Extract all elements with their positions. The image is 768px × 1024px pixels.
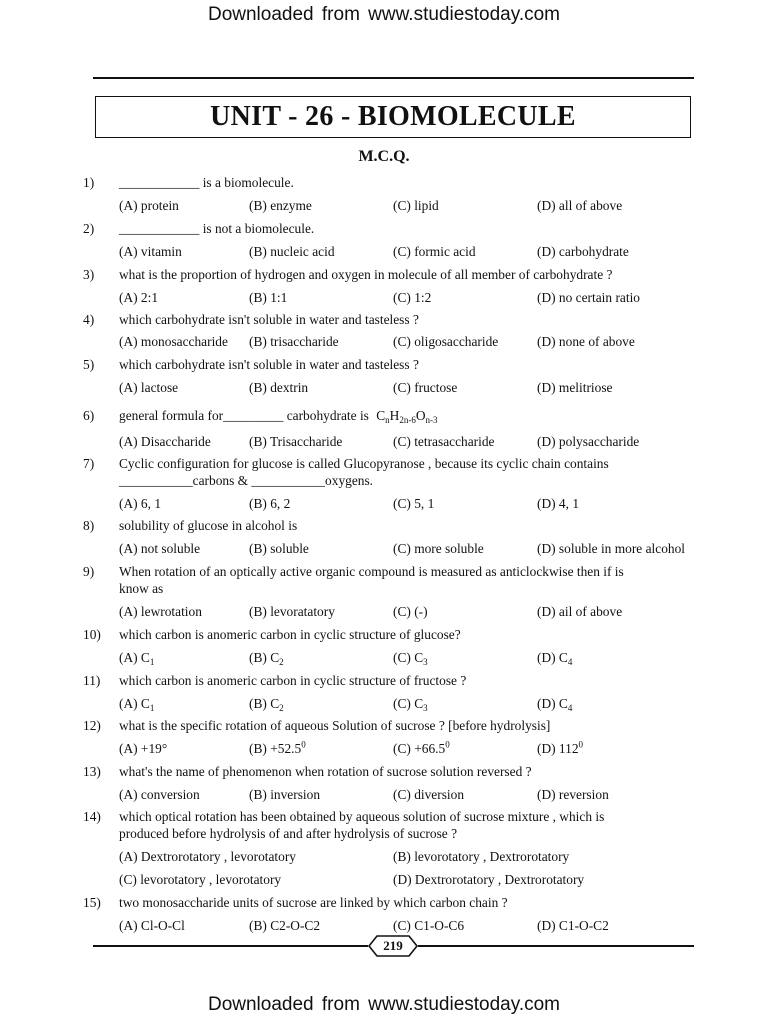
question-text-line-2: ___________carbons & ___________oxygens. bbox=[119, 473, 374, 488]
footer-rule-left bbox=[93, 945, 368, 947]
option-b: (B) inversion bbox=[249, 787, 321, 802]
option-d: (D) all of above bbox=[537, 198, 623, 213]
question-number: 7) bbox=[83, 456, 95, 471]
question-11-options bbox=[0, 695, 768, 713]
question-text: ____________ is not a biomolecule. bbox=[119, 221, 315, 236]
option-d: (D) no certain ratio bbox=[537, 290, 640, 305]
question-number: 4) bbox=[83, 312, 95, 327]
option-b: (B) $C_2$ bbox=[249, 696, 284, 713]
option-b: (B) levoratatory bbox=[249, 604, 335, 619]
question-5-options bbox=[0, 379, 768, 397]
option-c: (C) formic acid bbox=[393, 244, 476, 259]
question-number: 15) bbox=[83, 895, 101, 910]
option-b: (B) 1:1 bbox=[249, 290, 288, 305]
option-d: (D) C1-O-C2 bbox=[537, 918, 609, 933]
option-a: (A) $C_1$ bbox=[119, 650, 155, 667]
question-text bbox=[119, 808, 711, 842]
question-text: which carbon is anomeric carbon in cyclic structure of fructose ? bbox=[119, 673, 467, 688]
question-text-line-1: When rotation of an optically active organic compound is measured as anticlockwise then if is bbox=[119, 564, 624, 579]
question-text: what is the specific rotation of aqueous Solution of sucrose ? [before hydrolysis] bbox=[119, 718, 551, 733]
option-a: (A) Disaccharide bbox=[119, 434, 211, 449]
option-b: $(B) +52.5^0$ bbox=[249, 739, 306, 756]
page-number-badge bbox=[368, 935, 418, 957]
question-text-line-1: Cyclic configuration for glucose is called Glucopyranose , because its cyclic chain contains bbox=[119, 456, 609, 471]
question-9-options bbox=[0, 603, 768, 621]
question-7-options bbox=[0, 495, 768, 513]
question-12-options bbox=[0, 740, 768, 758]
option-a: (A) lactose bbox=[119, 380, 179, 395]
question-4-options bbox=[0, 333, 768, 351]
download-banner-bottom: Downloaded from www.studiestoday.com bbox=[207, 994, 561, 1015]
question-text: which carbohydrate isn't soluble in water and tasteless ? bbox=[119, 312, 419, 327]
question-2-options bbox=[0, 243, 768, 261]
question-number: 1) bbox=[83, 175, 95, 190]
question-text: which carbon is anomeric carbon in cyclic structure of glucose? bbox=[119, 627, 461, 642]
question-number: 2) bbox=[83, 221, 95, 236]
question-number: 5) bbox=[83, 357, 95, 372]
question-text bbox=[119, 455, 711, 489]
question-number: 3) bbox=[83, 267, 95, 282]
option-c: (C) 5, 1 bbox=[393, 496, 435, 511]
option-d: (D) soluble in more alcohol bbox=[537, 541, 686, 556]
option-a: (A) vitamin bbox=[119, 244, 182, 259]
option-b: (B) levorotatory , Dextrorotatory bbox=[393, 849, 570, 864]
footer-rule-right bbox=[418, 945, 694, 947]
option-c: (C) tetrasaccharide bbox=[393, 434, 495, 449]
option-c: (C) more soluble bbox=[393, 541, 484, 556]
question-text: ____________ is a biomolecule. bbox=[119, 175, 294, 190]
option-c: (C) $C_3$ bbox=[393, 650, 428, 667]
option-d: (D) melitriose bbox=[537, 380, 613, 395]
question-3-options bbox=[0, 289, 768, 307]
question-text: what is the proportion of hydrogen and oxygen in molecule of all member of carbohydrate ? bbox=[119, 267, 613, 282]
option-d: (D) none of above bbox=[537, 334, 635, 349]
option-a: (A) not soluble bbox=[119, 541, 201, 556]
option-b: (B) C2-O-C2 bbox=[249, 918, 321, 933]
question-text: two monosaccharide units of sucrose are linked by which carbon chain ? bbox=[119, 895, 508, 910]
question-number: 9) bbox=[83, 564, 95, 579]
option-a: (A) monosaccharide bbox=[119, 334, 228, 349]
question-text: what's the name of phenomenon when rotation of sucrose solution reversed ? bbox=[119, 764, 532, 779]
page-number: 219 bbox=[383, 938, 403, 953]
option-d: (D) ail of above bbox=[537, 604, 623, 619]
option-d: (D) $112^0$ bbox=[537, 739, 584, 756]
question-14-options-row-1 bbox=[0, 848, 768, 866]
option-b: (B) Trisaccharide bbox=[249, 434, 343, 449]
option-a: (A) 6, 1 bbox=[119, 496, 162, 511]
option-c: (C) lipid bbox=[393, 198, 439, 213]
question-6-options bbox=[0, 433, 768, 451]
question-number: 6) bbox=[83, 408, 95, 423]
option-a: (A) conversion bbox=[119, 787, 200, 802]
option-c: (C) C1-O-C6 bbox=[393, 918, 465, 933]
option-a: (A) $C_1$ bbox=[119, 696, 155, 713]
option-b: (B) $C_2$ bbox=[249, 650, 284, 667]
option-c: (C) $C_3$ bbox=[393, 696, 428, 713]
question-8-options bbox=[0, 540, 768, 558]
option-b: (B) enzyme bbox=[249, 198, 312, 213]
question-13-options bbox=[0, 786, 768, 804]
question-text bbox=[119, 407, 711, 424]
option-c: (C) oligosaccharide bbox=[393, 334, 499, 349]
question-1-options bbox=[0, 197, 768, 215]
option-b: (B) dextrin bbox=[249, 380, 309, 395]
question-number: 12) bbox=[83, 718, 101, 733]
option-a: (A) protein bbox=[119, 198, 179, 213]
option-d: (D) 4, 1 bbox=[537, 496, 580, 511]
question-number: 10) bbox=[83, 627, 101, 642]
question-15-options bbox=[0, 917, 768, 935]
question-14-options-row-2 bbox=[0, 871, 768, 889]
option-d: (D) Dextrorotatory , Dextrorotatory bbox=[393, 872, 585, 887]
option-b: (B) nucleic acid bbox=[249, 244, 335, 259]
question-text-line-1: which optical rotation has been obtained by aqueous solution of sucrose mixture , which is bbox=[119, 809, 605, 824]
question-10-options bbox=[0, 649, 768, 667]
question-text: solubility of glucose in alcohol is bbox=[119, 518, 298, 533]
question-number: 8) bbox=[83, 518, 95, 533]
option-d: (D) carbohydrate bbox=[537, 244, 629, 259]
download-banner-top: Downloaded from www.studiestoday.com bbox=[207, 4, 561, 25]
option-d: (D) polysaccharide bbox=[537, 434, 640, 449]
option-c: $(C) +66.5^0$ bbox=[393, 739, 450, 756]
question-text-line-2: produced before hydrolysis of and after hydrolysis of sucrose ? bbox=[119, 826, 458, 841]
question-text-line-2: know as bbox=[119, 581, 164, 596]
option-c: (C) diversion bbox=[393, 787, 465, 802]
option-a: (A) Dextrorotatory , levorotatory bbox=[119, 849, 296, 864]
question-text bbox=[119, 563, 711, 597]
unit-title-box bbox=[95, 96, 691, 138]
option-d: (D) reversion bbox=[537, 787, 609, 802]
question-number: 14) bbox=[83, 809, 101, 824]
option-d: (D) $C_4$ bbox=[537, 696, 573, 713]
option-b: (B) soluble bbox=[249, 541, 309, 556]
option-b: (B) trisaccharide bbox=[249, 334, 339, 349]
option-c: (C) 1:2 bbox=[393, 290, 432, 305]
unit-title: UNIT - 26 - BIOMOLECULE bbox=[210, 101, 576, 132]
header-rule bbox=[93, 77, 694, 79]
option-a: (A) +19° bbox=[119, 741, 168, 756]
question-number: 11) bbox=[83, 673, 101, 688]
option-a: (A) Cl-O-Cl bbox=[119, 918, 185, 933]
option-a: (A) 2:1 bbox=[119, 290, 159, 305]
option-c: (C) levorotatory , levorotatory bbox=[119, 872, 282, 887]
question-text: which carbohydrate isn't soluble in water and tasteless ? bbox=[119, 357, 419, 372]
option-c: (C) fructose bbox=[393, 380, 458, 395]
general-formula: $C_nH_{2n-6}O_{n-3}$ bbox=[376, 408, 438, 425]
section-subtitle: M.C.Q. bbox=[358, 148, 410, 165]
option-c: (C) (-) bbox=[393, 604, 428, 619]
option-d: (D) $C_4$ bbox=[537, 650, 573, 667]
option-a: (A) lewrotation bbox=[119, 604, 202, 619]
question-number: 13) bbox=[83, 764, 101, 779]
option-b: (B) 6, 2 bbox=[249, 496, 291, 511]
question-text-body: general formula for_________ carbohydrate is bbox=[119, 408, 369, 423]
